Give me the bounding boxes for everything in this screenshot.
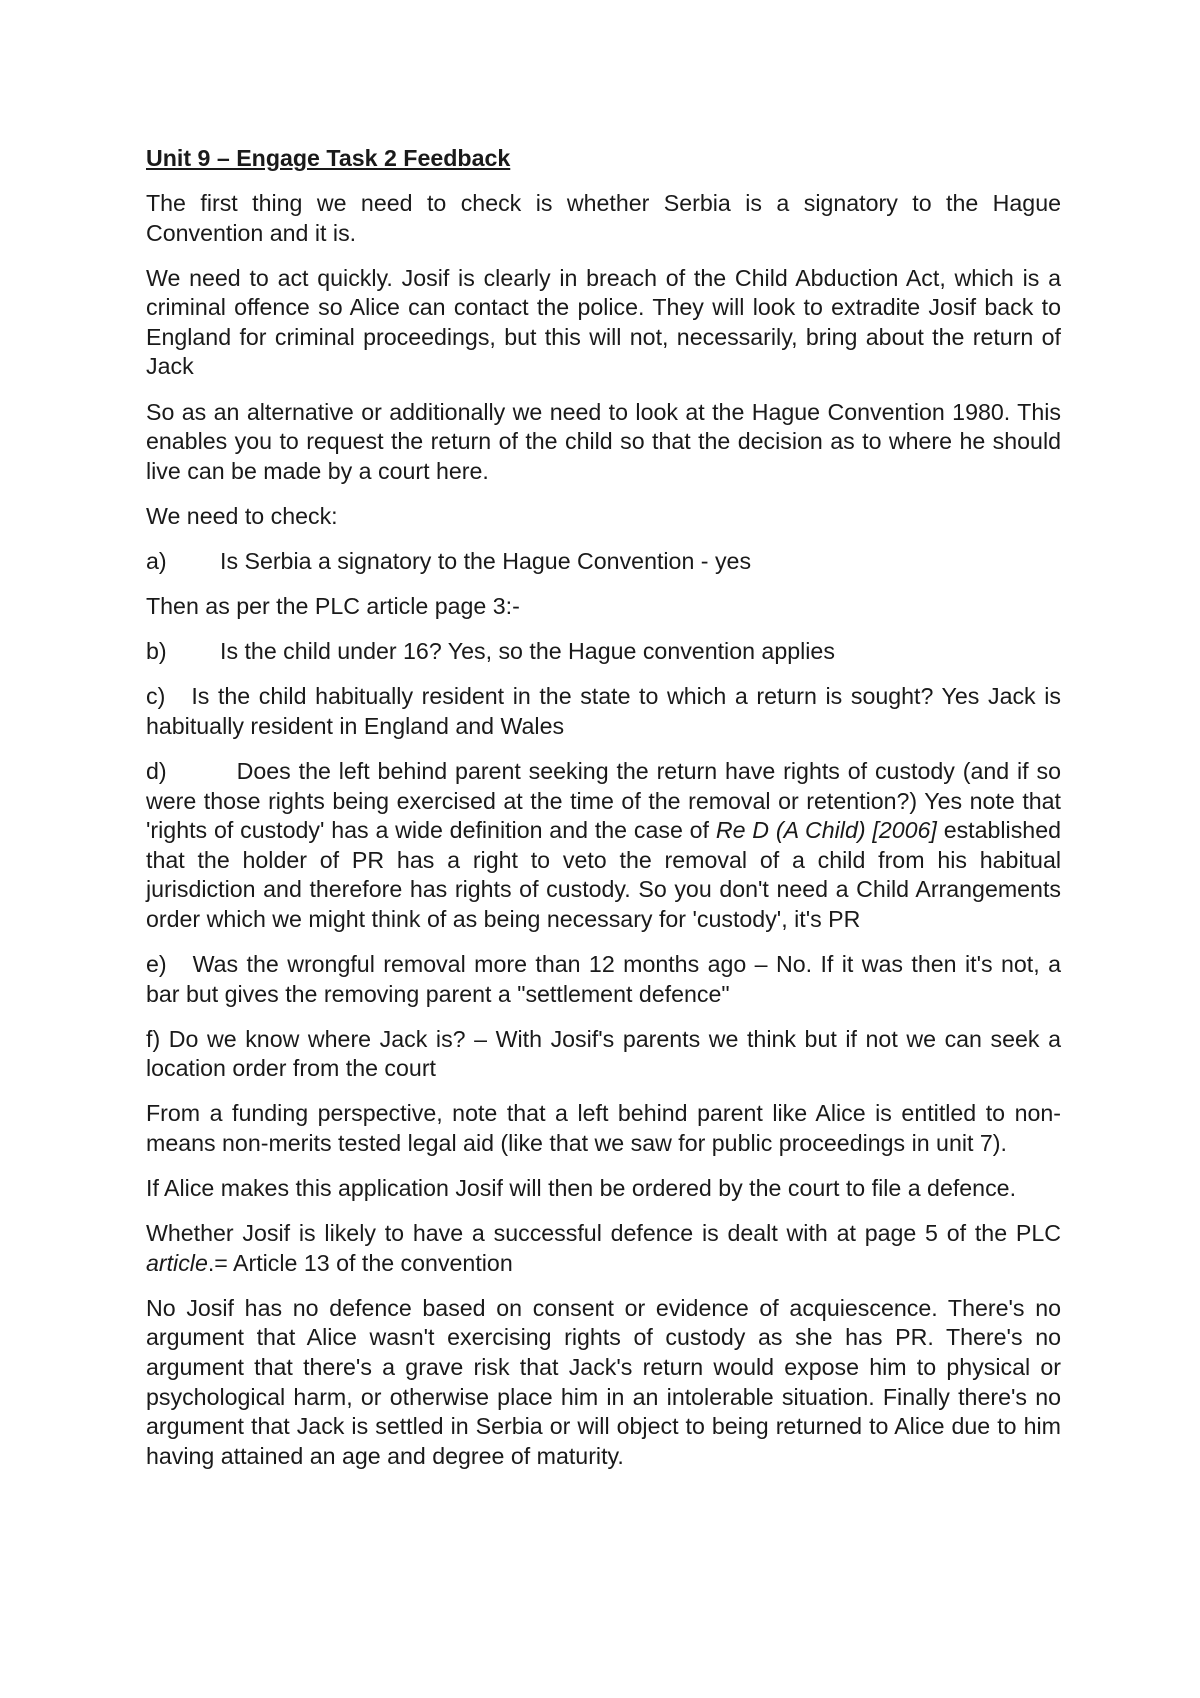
italic-word: article	[146, 1249, 208, 1276]
list-item-label: c)	[146, 683, 166, 710]
list-item-text: Is the child under 16? Yes, so the Hague convention applies	[220, 638, 835, 665]
paragraph-defence	[146, 1219, 1061, 1278]
list-item-text: Do we know where Jack is? – With Josif's parents we think but if not we can seek a location order from the court	[146, 1025, 1061, 1082]
paragraph-plc-article: Then as per the PLC article page 3:-	[146, 593, 520, 620]
paragraph-signatory-check: The first thing we need to check is whether Serbia is a signatory to the Hague Convention and it is.	[146, 190, 1061, 246]
document-title: Unit 9 – Engage Task 2 Feedback	[146, 145, 511, 171]
paragraph-text-continued: .= Article 13 of the convention	[207, 1249, 513, 1276]
list-item-label: f)	[146, 1025, 161, 1052]
list-item-text: Does the left behind parent seeking the return have rights of custody (and if so were those rights being exercised at the time of the removal or retention?) Yes note that 'rights of custody' has a wide definition and the case of	[146, 757, 1061, 844]
list-item-b	[146, 637, 1061, 667]
list-item-d	[146, 757, 1061, 935]
list-item-label: e)	[146, 950, 167, 977]
list-item-label: a)	[146, 547, 167, 574]
paragraph-need-to-check: We need to check:	[146, 502, 338, 529]
list-item-text: Is Serbia a signatory to the Hague Convention - yes	[220, 547, 752, 574]
list-item-text: Was the wrongful removal more than 12 months ago – No. If it was then it's not, a bar but gives the removing parent a "settlement defence"	[146, 950, 1061, 1007]
list-item-c	[146, 682, 1061, 741]
list-item-text: Is the child habitually resident in the state to which a return is sought? Yes Jack is habitually resident in England and Wales	[146, 683, 1061, 739]
paragraph-text: Whether Josif is likely to have a successful defence is dealt with at page 5 of the PLC	[146, 1220, 1061, 1247]
list-item-a	[146, 547, 1061, 577]
paragraph-hague-convention: So as an alternative or additionally we need to look at the Hague Convention 1980. This enables you to request the return of the child so that the decision as to where he should live can be made by a court here.	[146, 398, 1061, 484]
list-item-e	[146, 950, 1061, 1009]
paragraph-application: If Alice makes this application Josif will then be ordered by the court to file a defence.	[146, 1175, 1017, 1202]
paragraph-funding: From a funding perspective, note that a left behind parent like Alice is entitled to non-means non-merits tested legal aid (like that we saw for public proceedings in unit 7).	[146, 1100, 1061, 1156]
document-page	[146, 143, 1061, 1487]
list-item-f	[146, 1025, 1061, 1084]
paragraph-conclusion: No Josif has no defence based on consent or evidence of acquiescence. There's no argument that Alice wasn't exercising rights of custody as she has PR. There's no argument that there's a grave risk that Jack's return would expose him to physical or psychological harm, or otherwise place him in an intolerable situation. Finally there's no argument that Jack is settled in Serbia or will object to being returned to Alice due to him having attained an age and degree of maturity.	[146, 1294, 1061, 1469]
list-item-label: b)	[146, 638, 167, 665]
paragraph-act-quickly: We need to act quickly. Josif is clearly in breach of the Child Abduction Act, which is a criminal offence so Alice can contact the police. They will look to extradite Josif back to England for criminal proceedings, but this will not, necessarily, bring about the return of Jack	[146, 264, 1061, 380]
case-citation: Re D (A Child) [2006]	[715, 817, 937, 844]
list-item-label: d)	[146, 757, 167, 784]
list-item-text-continued: established that the holder of PR has a right to veto the removal of a child from his habitual jurisdiction and therefore has rights of custody. So you don't need a Child Arrangements order which we might think of as being necessary for 'custody', it's PR	[146, 817, 1061, 932]
